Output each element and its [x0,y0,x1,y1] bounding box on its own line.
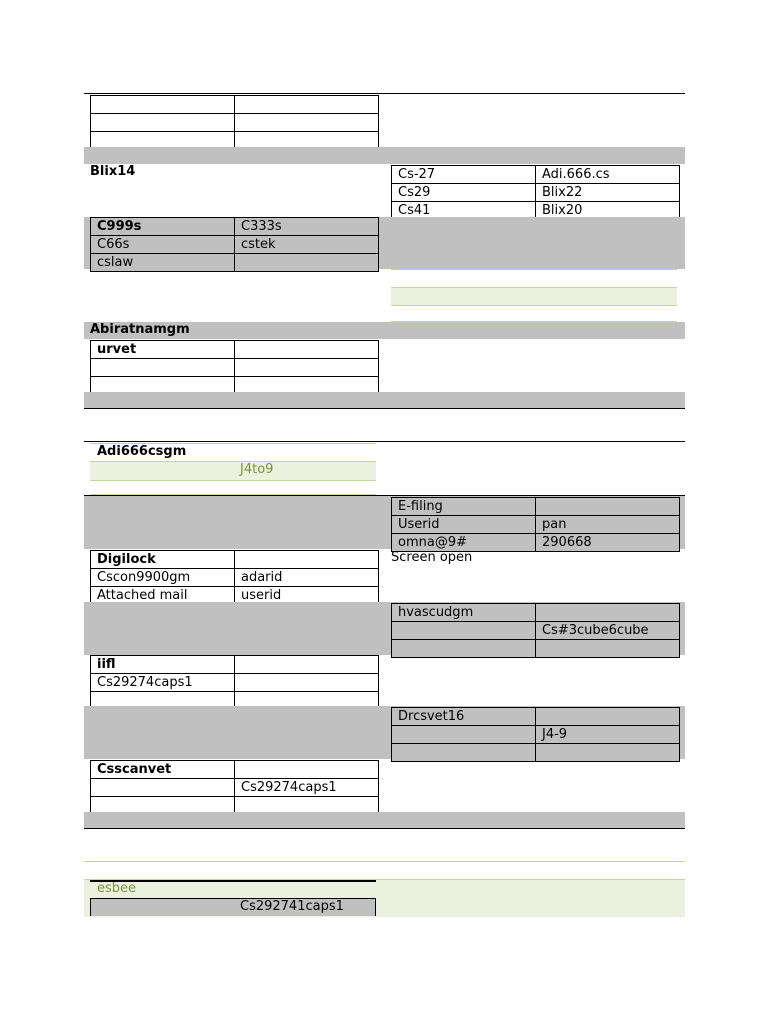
adi666csgm-value: J4to9 [240,462,274,477]
efiling-table: E-filing Userid pan omna@9# 290668 [391,497,680,552]
iifl-table: iifl Cs29274caps1 [90,655,379,710]
blix14-left-table: C999s C333s C66s cstek cslaw [90,217,379,272]
rule [84,408,685,409]
drcsvet16-table: Drcsvet16 J4-9 [391,707,680,762]
rule-top [84,93,685,94]
digilock-note: Screen open [391,550,473,565]
green-row [391,287,677,306]
hvascudgm-table: hvascudgm Cs#3cube6cube [391,603,680,658]
esbee-value: Cs292741caps1 [240,899,344,914]
section-heading-esbee: esbee [97,881,137,896]
csscanvet-table: Csscanvet Cs29274caps1 [90,760,379,815]
empty-table-top [90,95,379,150]
section-band [84,147,685,164]
section-heading-blix14: Blix14 [90,164,136,179]
green-row [90,461,376,481]
rule [84,828,685,829]
blix14-right-table: Cs-27 Adi.666.cs Cs29 Blix22 Cs41 Blix20 [391,165,680,220]
section-band [84,392,685,408]
digilock-table: Digilock Cscon9900gm adarid Attached mail userid [90,550,379,605]
green-rule [84,861,685,862]
green-rule [391,269,677,270]
section-band [84,812,685,828]
rule [84,441,685,442]
section-heading-abiratnamgm: Abiratnamgm [90,322,190,337]
section-heading-adi666csgm: Adi666csgm [97,444,187,459]
abiratnamgm-table: urvet [90,340,379,395]
